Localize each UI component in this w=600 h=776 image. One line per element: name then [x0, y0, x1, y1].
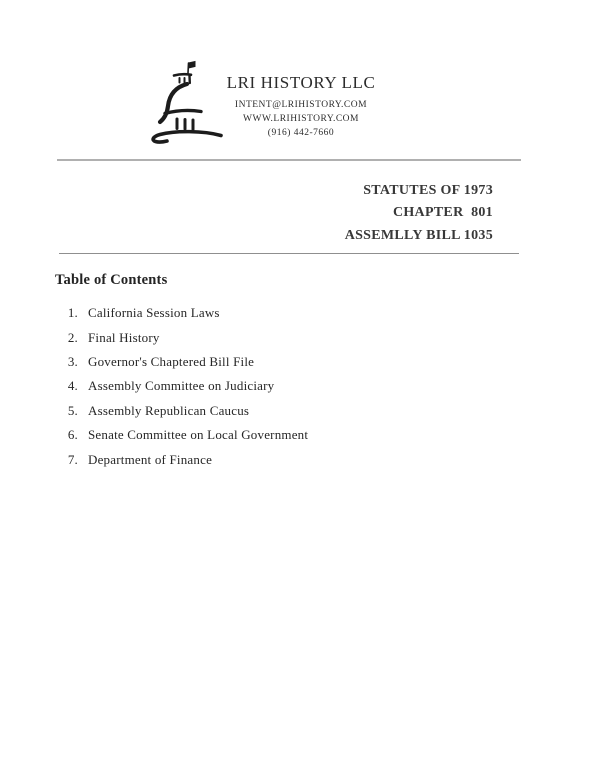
company-email: INTENT@LRIHISTORY.COM: [234, 100, 368, 110]
toc-item-number: 3.: [67, 353, 78, 369]
toc-list: [0, 301, 450, 472]
statute-bill: ASSEMLLY BILL 1035: [344, 227, 493, 243]
statute-year: STATUTES OF 1973: [363, 183, 493, 198]
toc-item-number: 2.: [67, 329, 78, 345]
capitol-dome-logo-icon: [143, 60, 235, 148]
company-phone: (916) 442-7660: [267, 128, 335, 139]
toc-item-label: California Session Laws: [88, 305, 220, 321]
toc-item-number: 6.: [67, 427, 78, 443]
toc-item-label: Final History: [88, 329, 160, 345]
toc-list-item: [0, 447, 450, 471]
company-name: LRI HISTORY LLC: [226, 73, 376, 92]
horizontal-rule-bottom: [59, 253, 519, 254]
toc-item-label: Senate Committee on Local Government: [88, 427, 309, 443]
horizontal-rule-top: [57, 159, 521, 161]
toc-heading: Table of Contents: [55, 272, 168, 288]
toc-item-label: Assembly Republican Caucus: [88, 402, 250, 418]
statute-chapter: CHAPTER 801: [392, 205, 493, 221]
toc-list-item: [0, 301, 450, 325]
toc-item-label: Governor's Chaptered Bill File: [88, 353, 255, 369]
toc-item-label: Assembly Committee on Judiciary: [88, 378, 275, 394]
toc-item-label: Department of Finance: [88, 451, 213, 467]
toc-list-item: [0, 350, 450, 374]
toc-list-item: [0, 325, 450, 349]
toc-list-item: [0, 374, 450, 398]
toc-list-item: [0, 399, 450, 423]
company-website: WWW.LRIHISTORY.COM: [243, 114, 359, 125]
toc-item-number: 4.: [67, 378, 78, 394]
toc-item-number: 1.: [67, 305, 78, 321]
letterhead-block: [227, 72, 376, 141]
statute-block: [345, 180, 493, 247]
toc-item-number: 7.: [67, 451, 78, 467]
toc-item-number: 5.: [67, 402, 78, 418]
toc-list-item: [0, 423, 450, 447]
